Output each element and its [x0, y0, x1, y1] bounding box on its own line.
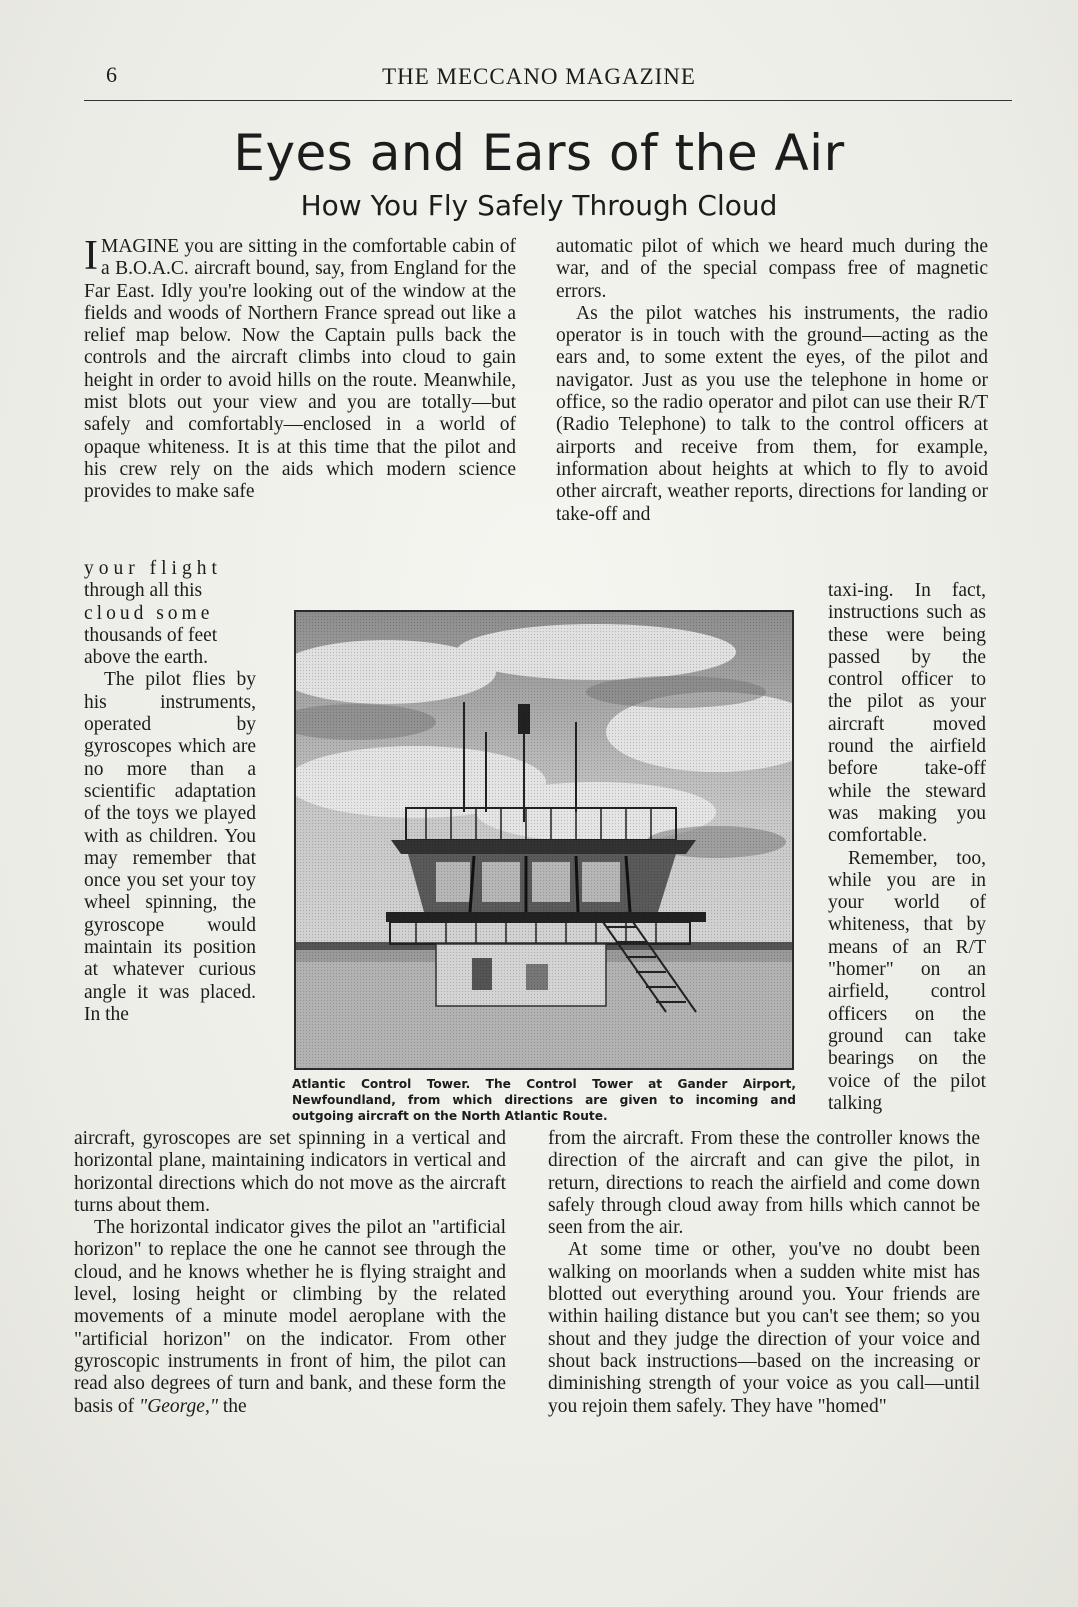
paragraph: [84, 233, 516, 504]
left-column-narrow: [84, 558, 256, 1026]
text-line: through all this: [84, 580, 203, 602]
right-column-bottom: [548, 1128, 980, 1418]
italic-term: "George,": [139, 1395, 219, 1417]
paragraph-text: The horizontal indicator gives the pilot an "artificial horizon" to replace the one he cannot see through the cloud, and he knows whether he is flying straight and level, losing height or climbing by the related movements of a minute model aeroplane with the "artificial horizon" on the indicator. From other gyroscopic instruments in front of him, the pilot can read also degrees of turn and bank, and these form the basis of: [74, 1217, 506, 1417]
paragraph: Remember, too, while you are in your world of whiteness, that by means of an R/T "homer" on an airfield, control officers on the ground can take bearings on the voice of the pilot talking: [828, 847, 986, 1114]
text-line: cloud some: [84, 602, 214, 624]
magazine-title: THE MECCANO MAGAZINE: [382, 64, 696, 89]
paragraph: automatic pilot of which we heard much during the war, and of the special compass free of magnetic errors.: [556, 236, 988, 302]
header-rule: [84, 100, 1012, 101]
paragraph: taxi-ing. In fact, instructions such as these were being passed by the control officer to the pilot as your aircraft moved round the airfield before take-off while the steward was making you comfortable.: [828, 580, 986, 847]
drop-cap: I: [84, 233, 98, 279]
text-line: your flight: [84, 558, 222, 579]
control-tower-illustration: [296, 612, 792, 1068]
control-tower-photo: [294, 610, 794, 1070]
paragraph: [74, 1217, 506, 1418]
text-line: above the earth.: [84, 647, 208, 669]
paragraph: The pilot flies by his instruments, operated by gyroscopes which are no more than a scientific adaptation of the toys we played with as children. You may remember that once you set your toy wheel spinning, the gyroscope would maintain its position at whatever curious angle it was placed. In the: [84, 669, 256, 1025]
article-subtitle: How You Fly Safely Through Cloud: [300, 189, 778, 222]
paragraph: At some time or other, you've no doubt been walking on moorlands when a sudden white mist has blotted out everything around you. Your friends are within hailing distance but you can't see them; so you shout and they judge the direction of your voice and shout back instructions—based on the increasing or diminishing strength of your voice as you call—until you rejoin them safely. They have "homed": [548, 1239, 980, 1417]
right-column-narrow: [828, 580, 986, 1115]
photo-caption: [292, 1076, 796, 1124]
article-title: Eyes and Ears of the Air: [233, 124, 845, 182]
caption-text: The Control Tower at Gander Airport, Newfoundland, from which directions are given to incoming and outgoing aircraft on the North Atlantic Route.: [292, 1077, 796, 1123]
right-column-top: [556, 236, 988, 526]
paragraph-text: MAGINE you are sitting in the comfortable cabin of a B.O.A.C. aircraft bound, say, from England for the Far East. Idly you're looking out of the window at the fields and woods of Northern France spread out like a relief map below. Now the Captain pulls back the controls and the aircraft climbs into cloud to gain height in order to avoid hills on the route. Meanwhile, mist blots out your view and you are totally—but safely and comfortably—enclosed in a world of opaque whiteness. It is at this time that the pilot and his crew rely on the aids which modern science provides to make safe: [84, 236, 516, 503]
paragraph: from the aircraft. From these the controller knows the direction of the aircraft and can give the pilot, in return, directions to reach the airfield and come down safely through cloud away from hills which cannot be seen from the air.: [548, 1128, 980, 1239]
text-line: thousands of feet: [84, 624, 218, 646]
page-number: 6: [106, 62, 117, 87]
paragraph: As the pilot watches his instruments, the radio operator is in touch with the ground—acting as the ears and, to some extent the eyes, of the pilot and navigator. Just as you use the telephone in home or office, so the radio operator and pilot can use their R/T (Radio Telephone) to talk to the control officers at airports and receive from them, for example, information about heights at which to fly to avoid other aircraft, weather reports, directions for landing or take-off and: [556, 302, 988, 525]
paragraph: aircraft, gyroscopes are set spinning in a vertical and horizontal plane, maintaining indicators in vertical and horizontal directions which do not move as the aircraft turns about them.: [74, 1128, 506, 1216]
left-column-bottom: [74, 1128, 506, 1418]
paragraph-text: the: [222, 1395, 247, 1417]
caption-lead: Atlantic Control Tower.: [292, 1077, 471, 1091]
left-column-top: [84, 233, 516, 504]
